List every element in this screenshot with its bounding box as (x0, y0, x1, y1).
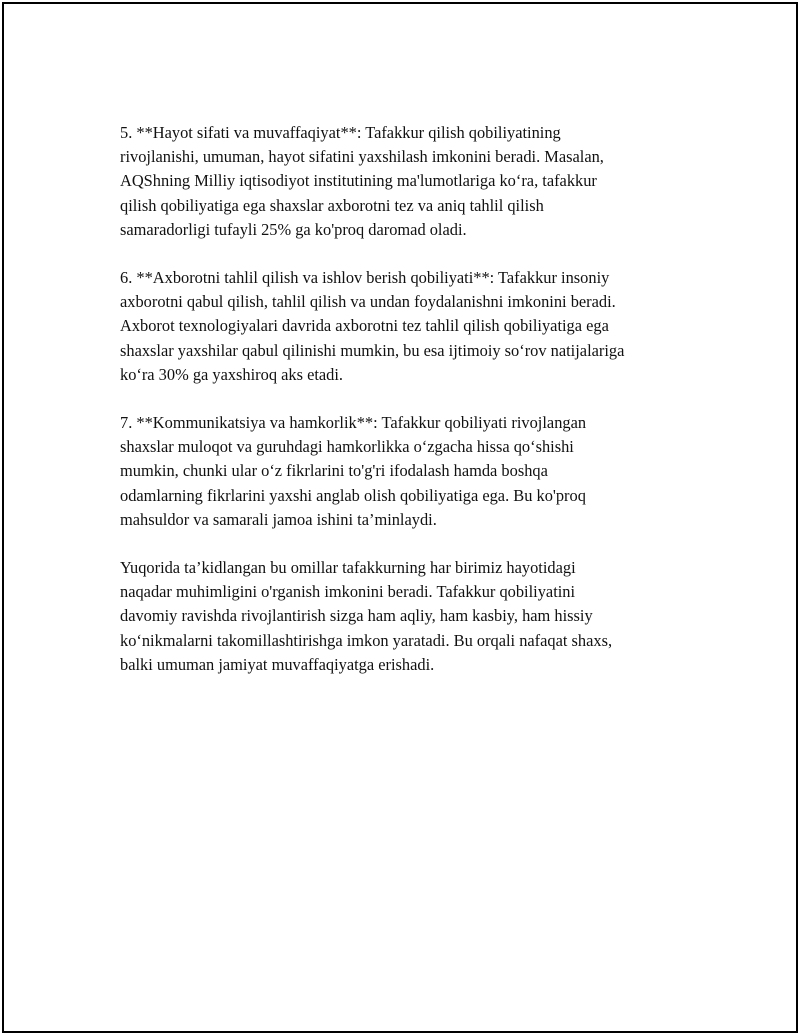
text-line: Yuqorida ta’kidlangan bu omillar tafakkurning har birimiz hayotidagi (120, 558, 576, 578)
text-line: Axborot texnologiyalari davrida axborotni tez tahlil qilish qobiliyatiga ega (120, 316, 609, 336)
text-line: AQShning Milliy iqtisodiyot institutining ma'lumotlariga ko‘ra, tafakkur (120, 171, 597, 191)
paragraph-communication (120, 411, 710, 532)
text-line: odamlarning fikrlarini yaxshi anglab olish qobiliyatiga ega. Bu ko'proq (120, 485, 586, 505)
text-line: naqadar muhimligini o'rganish imkonini beradi. Tafakkur qobiliyatini (120, 582, 576, 602)
text-line: ko‘nikmalarni takomillashtirishga imkon yaratadi. Bu orqali nafaqat shaxs, (120, 630, 613, 650)
text-line: samaradorligi tufayli 25% ga ko'proq daromad oladi. (120, 219, 467, 239)
text-line: qilish qobiliyatiga ega shaxslar axborotni tez va aniq tahlil qilish (120, 195, 544, 215)
text-line: shaxslar yaxshilar qabul qilinishi mumkin, bu esa ijtimoiy so‘rov natijalariga (120, 340, 625, 360)
text-line: 5. **Hayot sifati va muvaffaqiyat**: Tafakkur qilish qobiliyatining (120, 123, 561, 142)
text-line: axborotni qabul qilish, tahlil qilish va undan foydalanishni imkonini beradi. (120, 292, 616, 312)
text-line: mumkin, chunki ular o‘z fikrlarini to'g'ri ifodalash hamda boshqa (120, 461, 548, 481)
text-line: davomiy ravishda rivojlantirish sizga ham aqliy, ham kasbiy, ham hissiy (120, 606, 593, 626)
text-line: balki umuman jamiyat muvaffaqiyatga erishadi. (120, 654, 435, 674)
text-line: 7. **Kommunikatsiya va hamkorlik**: Tafakkur qobiliyati rivojlangan (120, 413, 587, 433)
paragraph-information-analysis (120, 266, 710, 387)
document-body (120, 121, 710, 701)
text-line: rivojlanishi, umuman, hayot sifatini yaxshilash imkonini beradi. Masalan, (120, 147, 604, 167)
text-line: shaxslar muloqot va guruhdagi hamkorlikka o‘zgacha hissa qo‘shishi (120, 437, 574, 457)
paragraph-quality-of-life (120, 121, 710, 242)
text-line: ko‘ra 30% ga yaxshiroq aks etadi. (120, 364, 344, 384)
paragraph-conclusion (120, 556, 710, 677)
text-line: mahsuldor va samarali jamoa ishini ta’minlaydi. (120, 509, 437, 529)
page-frame (2, 2, 798, 1033)
text-line: 6. **Axborotni tahlil qilish va ishlov berish qobiliyati**: Tafakkur insoniy (120, 268, 610, 288)
